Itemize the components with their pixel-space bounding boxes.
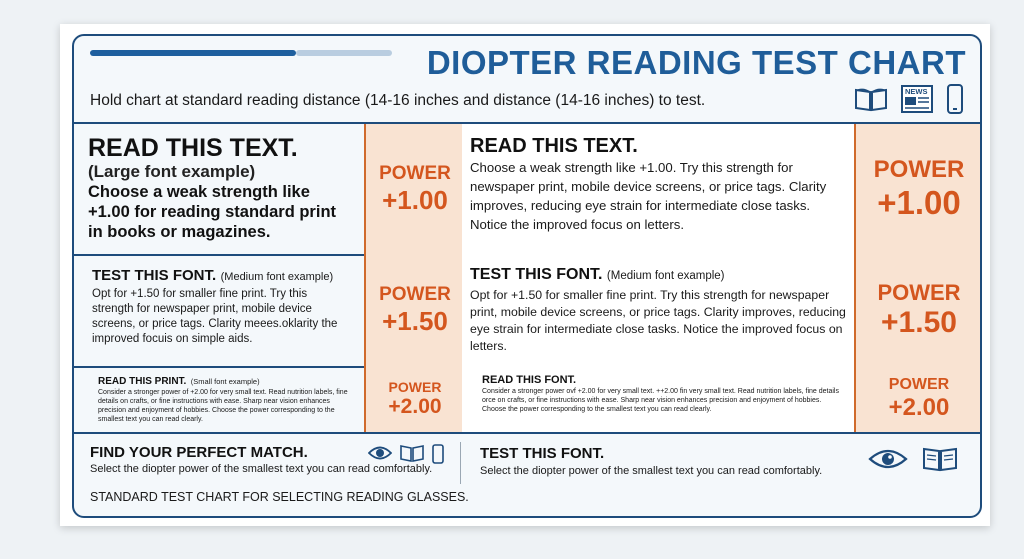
power-cell [364,366,465,432]
row-body: Choose a weak strength like +1.00. Try this strength for newspaper print, mobile device screens, or price tags. Clarity improves, reducing eye strain for intermediate close tasks. Notice the improved focus on letters. [470,160,827,232]
power-label: POWER [873,156,965,183]
header-icons [854,84,964,114]
progress-bar-dark [90,50,296,56]
power-label: POWER [379,283,451,305]
power-value: +1.00 [877,184,961,221]
chart-grid [74,124,980,432]
power-cell-right [854,254,982,366]
row-tag: (Medium font example) [606,270,725,282]
row-heading: TEST THIS FONT. [92,267,217,284]
footer [74,434,980,516]
book-icon [400,444,424,469]
power-cell [364,254,465,366]
middle-cell [462,366,854,432]
power-cell [364,124,465,254]
eye-icon [868,446,908,477]
row-tag: (Large font example) [88,162,256,181]
row-tag: (Small font example) [190,377,260,386]
power-value: +1.50 [382,305,448,336]
left-cell [74,366,364,432]
footer-right [480,444,860,478]
power-value: +1.00 [382,184,448,215]
row-body: Opt for +1.50 for smaller fine print. Try this strength for newspaper print, mobile device screens, or price tags. Clarity improves, reducing eye strain for intermediate close tasks. Notice the improved focus on letters. [470,288,846,353]
row-heading-line [470,264,846,287]
power-value: +2.00 [388,395,442,418]
row-body: Choose a weak strength like +1.00 for reading standard print in books or magazines. [88,183,337,241]
book-icon [854,86,888,112]
test-chart-card [72,34,982,518]
chart-row-large [74,124,980,254]
row-heading: TEST THIS FONT. [470,266,603,283]
footer-body: Select the diopter power of the smallest text you can read comfortably. [480,465,823,477]
newspaper-icon [900,84,934,114]
row-heading: READ THIS PRINT. [98,376,187,387]
footer-heading: FIND YOUR PERFECT MATCH. [90,444,308,461]
power-value: +1.50 [881,306,957,339]
row-heading-line [92,266,350,287]
power-label: POWER [877,280,961,305]
standard-note: STANDARD TEST CHART FOR SELECTING READING GLASSES. [90,490,469,504]
page-subtitle: Hold chart at standard reading distance (14-16 inches and distance (14-16 inches) to test. [90,92,706,109]
row-body: Consider a stronger power ovf +2.00 for very small text. ++2.00 fin very small text. Read nutrition labels, fine details orce on crafts, or fine instructions with ease. Sharp near vision enhances precision and enjoyment of hobbies. Choose the power corresponding to the smallest text you can read clearly. [482,388,839,413]
book-icon [922,446,958,477]
footer-icons-right [868,446,958,477]
power-cell-right [854,366,982,432]
row-heading: READ THIS FONT. [482,374,577,386]
row-body: Opt for +1.50 for smaller fine print. Try this strength for newspaper print, mobile device screens, or price tags. Clarity meees.oklarity the improved focuis on simple aids. [92,288,338,345]
middle-cell [462,254,854,366]
power-label: POWER [379,162,451,184]
power-label: POWER [388,379,442,395]
power-value: +2.00 [888,394,950,421]
row-tag: (Medium font example) [220,271,334,283]
row-heading: READ THIS TEXT. [470,135,638,157]
left-cell [74,254,364,366]
chart-row-medium [74,254,980,366]
left-cell [74,124,364,254]
chart-row-small [74,366,980,432]
footer-body: Select the diopter power of the smallest text you can read comfortably. [90,463,433,475]
power-label: POWER [888,376,950,393]
power-cell-right [854,124,982,254]
progress-bar-light [296,50,392,56]
row-heading: READ THIS TEXT. [88,134,298,162]
news-label: NEWS [905,87,928,96]
row-heading-line [98,374,354,388]
row-body: Consider a stronger power of +2.00 for very small text. Read nutrition labels, fine details on crafts, or fine instructions with ease. Sharp near vision enhances precision and enjoyment of hobbies. Choose the power corresponding to the smallest text you can read clearly. [98,389,348,423]
footer-divider [460,442,461,484]
page-title: DIOPTER READING TEST CHART [426,44,966,81]
eye-icon [368,444,392,469]
footer-icons-left [368,444,444,469]
footer-heading: TEST THIS FONT. [480,445,605,462]
phone-icon [432,444,444,469]
middle-cell [462,124,854,254]
phone-icon [946,84,964,114]
